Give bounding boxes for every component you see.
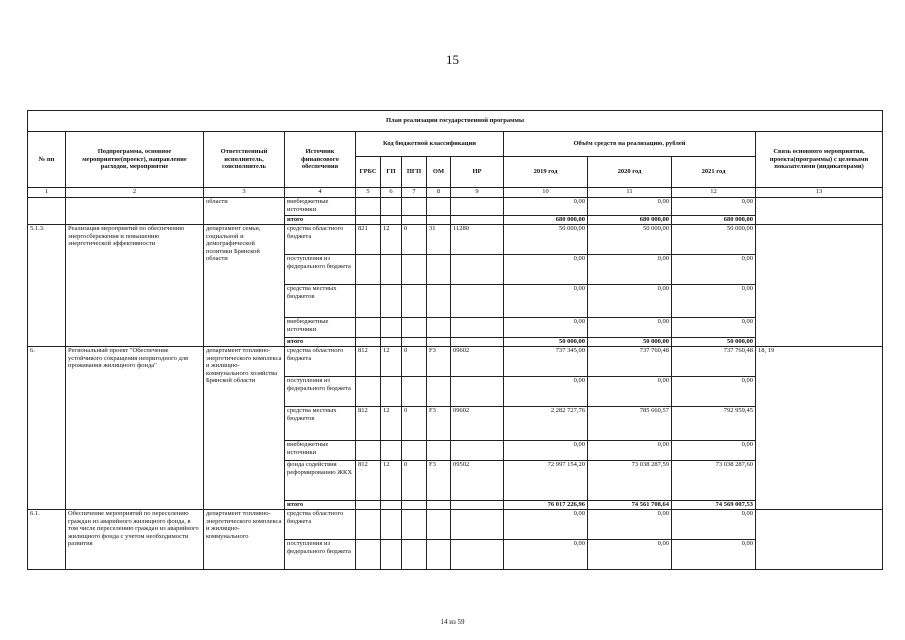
total-2021: 74 569 007,53	[672, 501, 756, 510]
total-2020: 680 000,00	[588, 216, 672, 225]
value-2020: 0,00	[588, 198, 672, 216]
value-2021: 0,00	[672, 441, 756, 461]
value-2020: 73 038 287,59	[588, 461, 672, 501]
total-2020: 74 561 708,64	[588, 501, 672, 510]
row-source: средства областного бюджета	[285, 347, 356, 377]
code-pgp: 0	[402, 225, 427, 255]
header-gp: ГП	[381, 157, 402, 188]
row-responsible: области	[204, 198, 285, 225]
value-2019: 0,00	[504, 441, 588, 461]
total-2021: 50 000,00	[672, 338, 756, 347]
row-source: поступления из федерального бюджета	[285, 255, 356, 285]
value-2021: 0,00	[672, 255, 756, 285]
header-subprogram: Подпрограмма, основное мероприятие(проект), направление расходов, мероприятие	[66, 132, 204, 188]
header-num: № пп	[28, 132, 66, 188]
row-num: 6.	[28, 347, 66, 510]
header-2021: 2021 год	[672, 157, 756, 188]
total-2019: 680 000,00	[504, 216, 588, 225]
code-pgp: 0	[402, 347, 427, 377]
program-plan-table	[27, 110, 883, 570]
header-om: ОМ	[427, 157, 451, 188]
col-number: 9	[451, 188, 504, 198]
page-footer: 14 из 59	[440, 618, 465, 626]
code-grbs: 812	[356, 407, 381, 441]
row-source: внебюджетные источники	[285, 318, 356, 338]
value-2021: 0,00	[672, 285, 756, 318]
row-name	[66, 198, 204, 225]
code-grbs: 821	[356, 225, 381, 255]
value-2020: 0,00	[588, 441, 672, 461]
value-2019: 0,00	[504, 255, 588, 285]
row-source: средства областного бюджета	[285, 225, 356, 255]
value-2021: 73 038 287,60	[672, 461, 756, 501]
value-2020: 737 760,48	[588, 347, 672, 377]
code-om: F3	[427, 347, 451, 377]
row-num: 5.1.3.	[28, 225, 66, 347]
total-2019: 76 017 226,96	[504, 501, 588, 510]
value-2021: 50 000,00	[672, 225, 756, 255]
code-gp: 12	[381, 225, 402, 255]
value-2020: 0,00	[588, 377, 672, 407]
row-name: Региональный проект "Обеспечение устойчивого сокращения непригодного для проживания жилищного фонда"	[66, 347, 204, 510]
code-gp: 12	[381, 407, 402, 441]
header-pgp: ПГП	[402, 157, 427, 188]
value-2019: 737 345,00	[504, 347, 588, 377]
value-2020: 0,00	[588, 318, 672, 338]
code-pgp: 0	[402, 407, 427, 441]
row-responsible: департамент топливно-энергетического комплекса и жилищно-коммунального	[204, 510, 285, 570]
code-om: F3	[427, 407, 451, 441]
row-name: Обеспечение мероприятий по переселению граждан из аварийного жилищного фонда, в том числе переселению граждан из аварийного жилищного фонда с учетом необходимости развития	[66, 510, 204, 570]
header-np: НР	[451, 157, 504, 188]
col-number: 10	[504, 188, 588, 198]
col-number: 8	[427, 188, 451, 198]
code-gp: 12	[381, 461, 402, 501]
code-grbs: 812	[356, 461, 381, 501]
col-number: 2	[66, 188, 204, 198]
code-np: 09602	[451, 347, 504, 377]
header-grbs: ГРБС	[356, 157, 381, 188]
row-source: фонда содействия реформированию ЖКХ	[285, 461, 356, 501]
value-2019: 0,00	[504, 510, 588, 540]
value-2021: 0,00	[672, 510, 756, 540]
row-source: поступления из федерального бюджета	[285, 540, 356, 570]
row-source: внебюджетные источники	[285, 198, 356, 216]
value-2019: 0,00	[504, 285, 588, 318]
header-2020: 2020 год	[588, 157, 672, 188]
total-label: итого	[285, 216, 356, 225]
value-2019: 0,00	[504, 540, 588, 570]
value-2020: 0,00	[588, 540, 672, 570]
value-2019: 72 997 154,20	[504, 461, 588, 501]
code-om: F3	[427, 461, 451, 501]
row-source: поступления из федерального бюджета	[285, 377, 356, 407]
header-source: Источник финансового обеспечения	[285, 132, 356, 188]
page-number: 15	[446, 52, 459, 67]
row-num	[28, 198, 66, 225]
value-2021: 0,00	[672, 377, 756, 407]
col-number: 13	[756, 188, 883, 198]
value-2021: 0,00	[672, 540, 756, 570]
row-source: средства областного бюджета	[285, 510, 356, 540]
value-2019: 2 282 727,76	[504, 407, 588, 441]
code-np: 09602	[451, 407, 504, 441]
value-2019: 0,00	[504, 198, 588, 216]
code-np: 09502	[451, 461, 504, 501]
table-row	[28, 347, 883, 377]
col-number: 4	[285, 188, 356, 198]
table-row	[28, 198, 883, 216]
code-gp: 12	[381, 347, 402, 377]
col-number: 3	[204, 188, 285, 198]
col-number: 6	[381, 188, 402, 198]
total-label: итого	[285, 338, 356, 347]
row-responsible: департамент семьи, социальной и демографической политики Брянской области	[204, 225, 285, 347]
value-2020: 0,00	[588, 510, 672, 540]
col-number: 5	[356, 188, 381, 198]
row-source: средства местных бюджетов	[285, 407, 356, 441]
code-np: 11280	[451, 225, 504, 255]
header-budget-code: Код бюджетной классификации	[356, 132, 504, 157]
table-row	[28, 225, 883, 255]
value-2019: 0,00	[504, 318, 588, 338]
code-pgp: 0	[402, 461, 427, 501]
row-num: 6.1.	[28, 510, 66, 570]
row-link: 18, 19	[756, 347, 883, 510]
col-number: 11	[588, 188, 672, 198]
row-name: Реализация мероприятий по обеспечению энергосбережения и повышению энергетической эффективности	[66, 225, 204, 347]
value-2020: 0,00	[588, 255, 672, 285]
header-volume: Объём средств на реализацию, рублей	[504, 132, 756, 157]
code-om: 31	[427, 225, 451, 255]
col-number: 1	[28, 188, 66, 198]
total-2019: 50 000,00	[504, 338, 588, 347]
header-link: Связь основного мероприятия, проекта(программы) с целевыми показателями (индикаторами)	[756, 132, 883, 188]
row-source: средства местных бюджетов	[285, 285, 356, 318]
total-label: итого	[285, 501, 356, 510]
value-2021: 0,00	[672, 198, 756, 216]
value-2021: 737 760,48	[672, 347, 756, 377]
table-title: План реализации государственной программы	[28, 111, 883, 132]
code-grbs: 812	[356, 347, 381, 377]
row-responsible: департамент топливно-энергетического комплекса и жилищно-коммунального хозяйства Брянской области	[204, 347, 285, 510]
value-2020: 785 660,57	[588, 407, 672, 441]
header-responsible: Ответственный исполнитель, соисполнитель	[204, 132, 285, 188]
header-2019: 2019 год	[504, 157, 588, 188]
value-2021: 0,00	[672, 318, 756, 338]
col-number: 7	[402, 188, 427, 198]
table-row	[28, 510, 883, 540]
value-2019: 50 000,00	[504, 225, 588, 255]
value-2021: 792 959,45	[672, 407, 756, 441]
total-2021: 680 000,00	[672, 216, 756, 225]
column-number-row	[28, 188, 883, 198]
row-source: внебюджетные источники	[285, 441, 356, 461]
value-2019: 0,00	[504, 377, 588, 407]
col-number: 12	[672, 188, 756, 198]
total-2020: 50 000,00	[588, 338, 672, 347]
value-2020: 0,00	[588, 285, 672, 318]
value-2020: 50 000,00	[588, 225, 672, 255]
